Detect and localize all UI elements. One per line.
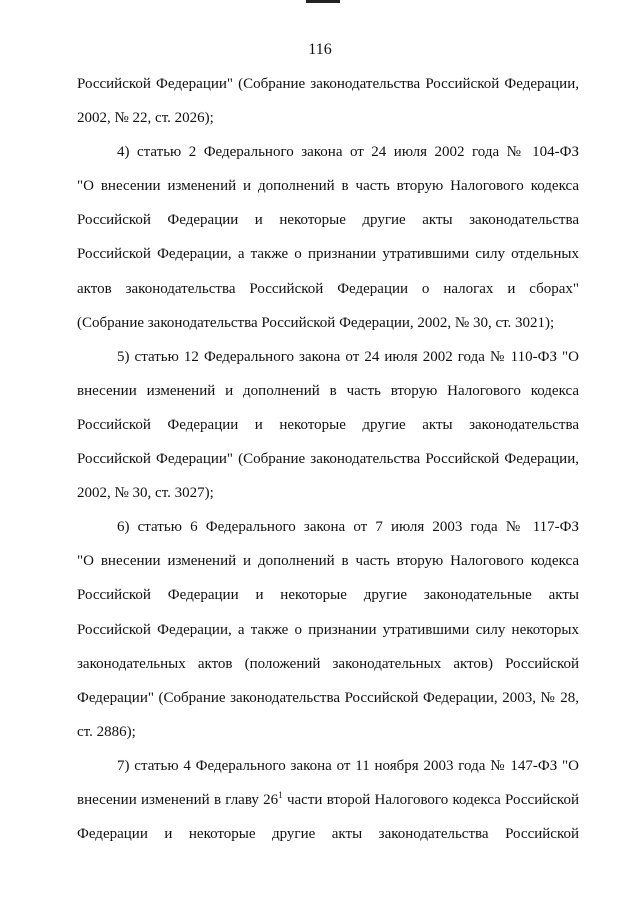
text-line: внесении изменений и дополнений в часть вторую Налогового кодекса: [77, 382, 579, 399]
document-body: [77, 74, 579, 858]
text-line: [77, 790, 579, 824]
text-line: "О внесении изменений и дополнений в часть вторую Налогового кодекса: [77, 178, 579, 195]
page-top-mark: [306, 0, 340, 3]
text-line: 7) статью 4 Федерального закона от 11 ноября 2003 года № 147-ФЗ "О: [117, 757, 579, 774]
text-line-start: внесении изменений в главу 26: [77, 791, 279, 808]
text-line: 2002, № 22, ст. 2026);: [77, 110, 214, 127]
text-line: (Собрание законодательства Российской Федерации, 2002, № 30, ст. 3021);: [77, 314, 555, 331]
text-line-end: части второй Налогового кодекса Российской: [282, 791, 579, 808]
text-line: Российской Федерации" (Собрание законодательства Российской Федерации,: [77, 451, 579, 468]
text-line: Российской Федерации, а также о признании утратившими силу отдельных: [77, 246, 579, 263]
text-line: 6) статью 6 Федерального закона от 7 июля 2003 года № 117-ФЗ: [117, 519, 579, 536]
text-line: Российской Федерации и некоторые другие акты законодательства: [77, 416, 579, 433]
text-line: 2002, № 30, ст. 3027);: [77, 485, 214, 502]
page-number: 116: [308, 41, 332, 58]
text-line: Российской Федерации и некоторые другие акты законодательства: [77, 212, 579, 229]
text-line: 4) статью 2 Федерального закона от 24 июля 2002 года № 104-ФЗ: [117, 144, 579, 161]
text-line: Федерации и некоторые другие акты законодательства Российской: [77, 826, 579, 843]
text-line: Российской Федерации, а также о признании утратившими силу некоторых: [77, 621, 579, 638]
text-line: "О внесении изменений и дополнений в часть вторую Налогового кодекса: [77, 553, 579, 570]
text-line: актов законодательства Российской Федерации о налогах и сборах": [77, 280, 579, 297]
text-line: 5) статью 12 Федерального закона от 24 июля 2002 года № 110-ФЗ "О: [117, 348, 579, 365]
superscript: 1: [278, 789, 283, 800]
text-line: Российской Федерации и некоторые другие законодательные акты: [77, 587, 579, 604]
text-line: Российской Федерации" (Собрание законодательства Российской Федерации,: [77, 76, 579, 92]
text-line: Федерации" (Собрание законодательства Российской Федерации, 2003, № 28,: [77, 689, 579, 706]
text-line: ст. 2886);: [77, 723, 136, 740]
text-line: законодательных актов (положений законодательных актов) Российской: [77, 655, 579, 672]
